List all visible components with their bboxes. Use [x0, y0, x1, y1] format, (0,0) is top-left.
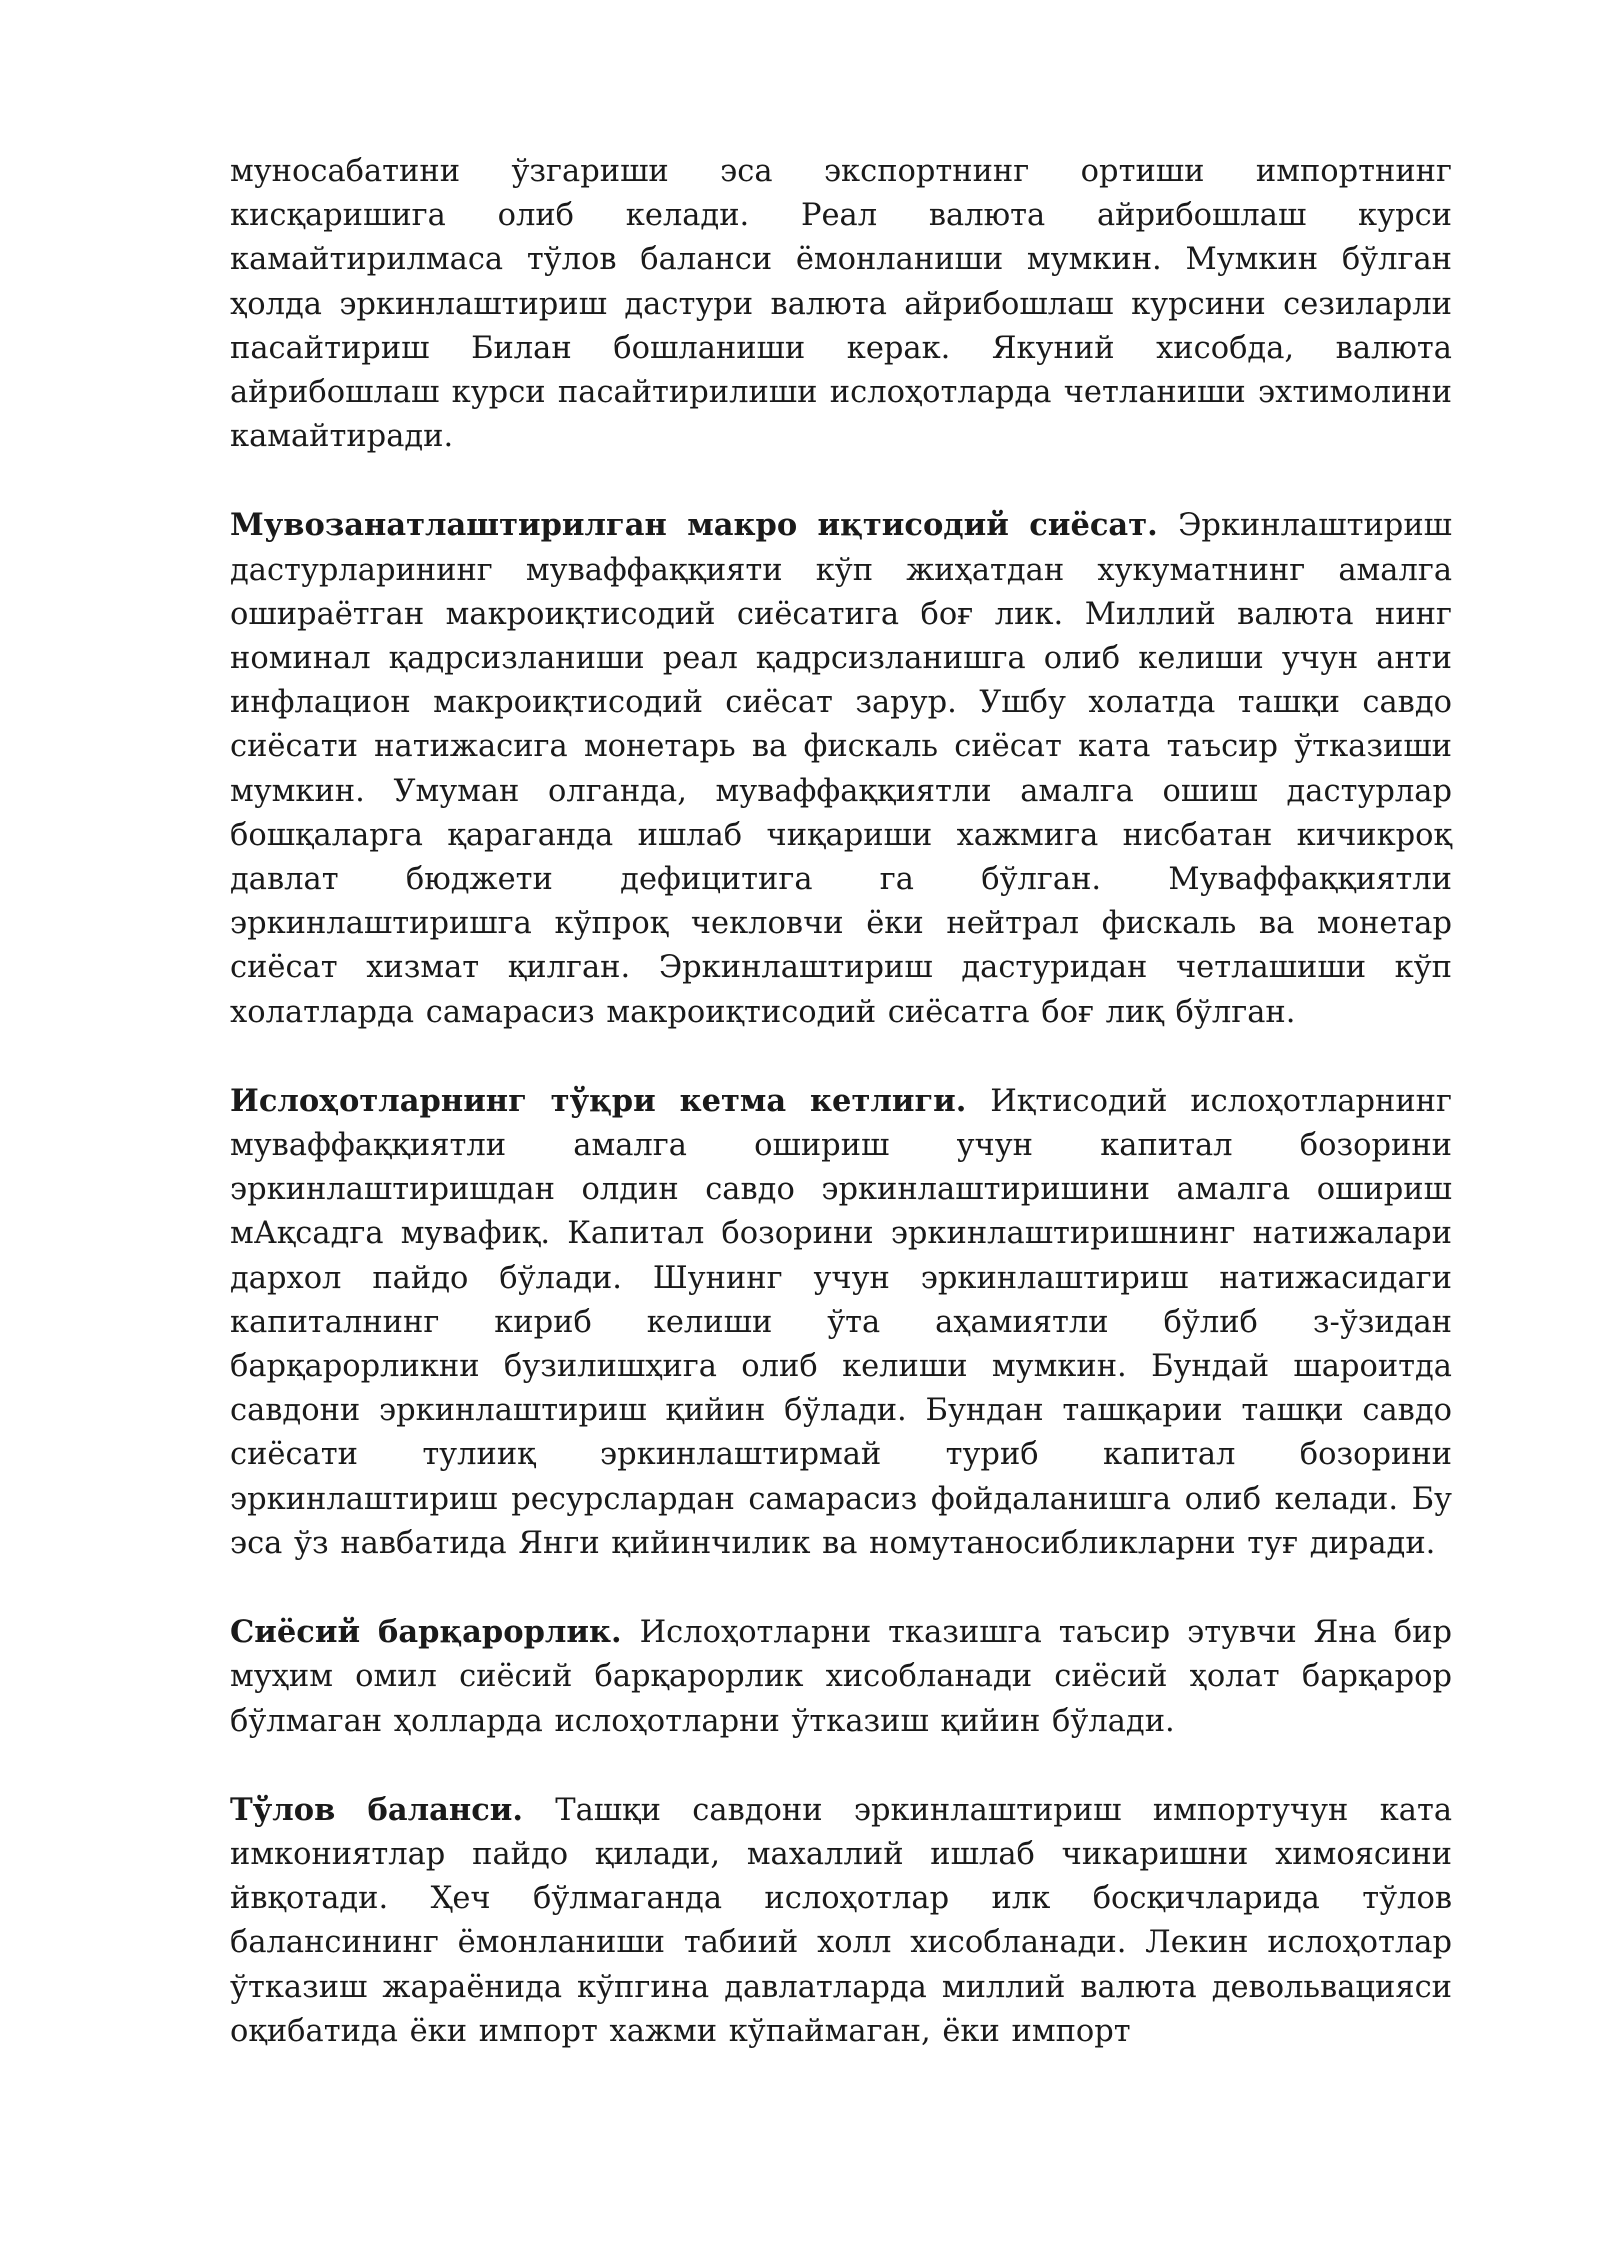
paragraph-heading: Мувозанатлаштирилган макро иқтисодий сиёсат.: [230, 507, 1179, 544]
paragraph-text: Ислоҳотларни тказишга таъсир этувчи Яна бир муҳим омил сиёсий барқарорлик хисобланади сиёсий ҳолат барқарор бўлмаган ҳолларда ислоҳотларни ўтказиш қийин бўлади.: [230, 1615, 1452, 1739]
paragraph-reform-sequence: [230, 1079, 1452, 1566]
paragraph-heading: Тўлов баланси.: [230, 1791, 556, 1828]
paragraph-heading: Сиёсий барқарорлик.: [230, 1614, 640, 1651]
paragraph-exchange-rate: [230, 150, 1452, 459]
paragraph-macro-policy: [230, 503, 1452, 1034]
paragraph-text: Эркинлаштириш дастурларининг муваффаққияти кўп жиҳатдан хукуматнинг амалга ошираётган макроиқтисодий сиёсатига боғ лик. Миллий валюта нинг номинал қадрсизланиши реал қадрсизланишга олиб келиши учун анти инфлацион макроиқтисодий сиёсат зарур. Ушбу холатда ташқи савдо сиёсати натижасига монетарь ва фискаль сиёсат ката таъсир ўтказиши мумкин. Умуман олганда, муваффаққиятли амалга ошиш дастурлар бошқаларга қараганда ишлаб чиқариши хажмига нисбатан кичикроқ давлат бюджети дефицитига га бўлган. Муваффаққиятли эркинлаштиришга кўпроқ чекловчи ёки нейтрал фискаль ва монетар сиёсат хизмат қилган. Эркинлаштириш дастуридан четлашиши кўп холатларда самарасиз макроиқтисодий сиёсатга боғ лиқ бўлган.: [230, 508, 1452, 1030]
paragraph-text: Ташқи савдони эркинлаштириш импортучун ката имкониятлар пайдо қилади, махаллий ишлаб чикаришни химоясини йвқотади. Ҳеч бўлмаганда ислоҳотлар илк босқичларида тўлов балансининг ёмонланиши табиий холл хисобланади. Лекин ислоҳотлар ўтказиш жараёнида кўпгина давлатларда миллий валюта девольвацияси оқибатида ёки импорт хажми кўпаймаган, ёки импорт: [230, 1792, 1452, 2049]
paragraph-heading: Ислоҳотларнинг тўқри кетма кетлиги.: [230, 1082, 991, 1119]
paragraph-political-stability: [230, 1610, 1452, 1744]
paragraph-text: муносабатини ўзгариши эса экспортнинг ортиши импортнинг кисқаришига олиб келади. Реал валюта айрибошлаш курси камайтирилмаса тўлов баланси ёмонланиши мумкин. Мумкин бўлган ҳолда эркинлаштириш дастури валюта айрибошлаш курсини сезиларли пасайтириш Билан бошланиши керак. Якуний хисобда, валюта айрибошлаш курси пасайтирилиши ислоҳотларда четланиши эхтимолини камайтиради.: [230, 154, 1452, 455]
paragraph-balance-of-payments: [230, 1788, 1452, 2054]
document-page: [230, 150, 1452, 2098]
paragraph-text: Иқтисодий ислоҳотларнинг муваффаққиятли амалга ошириш учун капитал бозорини эркинлаштиришдан олдин савдо эркинлаштиришини амалга ошириш мАқсадга мувафиқ. Капитал бозорини эркинлаштиришнинг натижалари дархол пайдо бўлади. Шунинг учун эркинлаштириш натижасидаги капиталнинг кириб келиши ўта аҳамиятли бўлиб з-ўзидан барқарорликни бузилишҳига олиб келиши мумкин. Бундай шароитда савдони эркинлаштириш қийин бўлади. Бундан ташқарии ташқи савдо сиёсати тулииқ эркинлаштирмай туриб капитал бозорини эркинлаштириш ресурслардан самарасиз фойдаланишга олиб келади. Бу эса ўз навбатида Янги қийинчилик ва номутаносибликларни туғ диради.: [230, 1083, 1452, 1561]
